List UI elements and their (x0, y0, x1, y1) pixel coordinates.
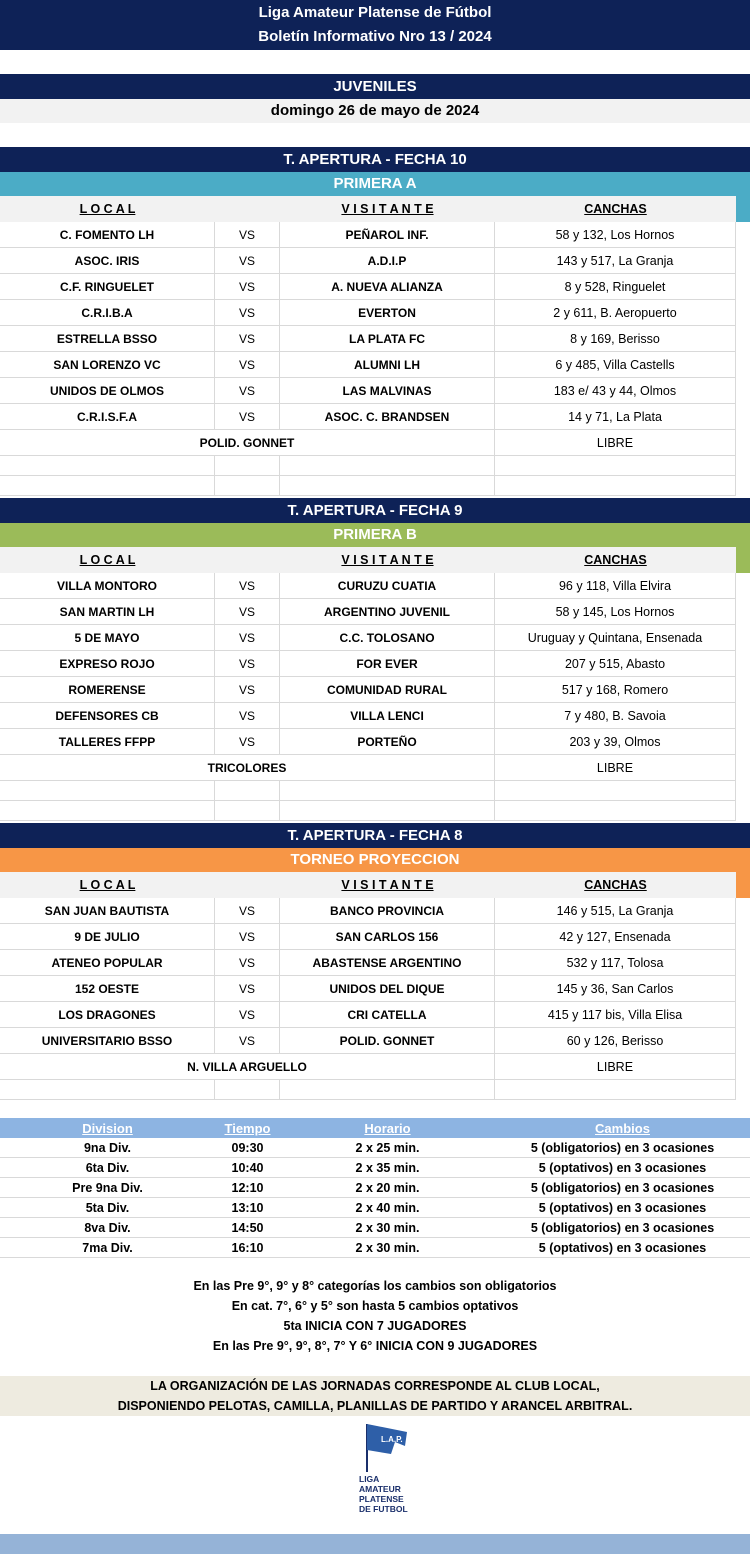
footer-bar (0, 1534, 750, 1554)
rules-notes (0, 1258, 750, 1356)
schedule-duration: 2 x 40 min. (355, 1200, 420, 1215)
local-team: 5 DE MAYO (0, 625, 215, 650)
note-line: En las Pre 9°, 9°, 8°, 7° Y 6° INICIA CON 9 JUGADORES (212, 1339, 538, 1353)
visiting-team: A. NUEVA ALIANZA (280, 274, 495, 299)
visiting-team: BANCO PROVINCIA (280, 898, 495, 923)
match-date: domingo 26 de mayo de 2024 (0, 99, 750, 123)
visiting-team: SAN CARLOS 156 (280, 924, 495, 949)
note-line: En las Pre 9°, 9° y 8° categorías los cambios son obligatorios (193, 1279, 557, 1293)
field-location: 183 e/ 43 y 44, Olmos (495, 378, 736, 403)
visiting-team: ASOC. C. BRANDSEN (280, 404, 495, 429)
visiting-team: PEÑAROL INF. (280, 222, 495, 247)
field-location: Uruguay y Quintana, Ensenada (495, 625, 736, 650)
col-canchas: CANCHAS (584, 202, 647, 216)
empty-row (0, 476, 736, 496)
visiting-team: PORTEÑO (280, 729, 495, 754)
vs-label: VS (215, 274, 280, 299)
field-location: 146 y 515, La Granja (495, 898, 736, 923)
field-location: 8 y 169, Berisso (495, 326, 736, 351)
vs-label: VS (215, 651, 280, 676)
local-team: C. FOMENTO LH (0, 222, 215, 247)
match-row (0, 274, 736, 300)
division-title: PRIMERA B (0, 523, 750, 547)
local-team: C.F. RINGUELET (0, 274, 215, 299)
logo-line: LIGA (359, 1474, 380, 1484)
schedule-row (0, 1198, 750, 1218)
schedule-time: 12:10 (231, 1180, 264, 1195)
match-row (0, 1002, 736, 1028)
local-team: 152 OESTE (0, 976, 215, 1001)
vs-label: VS (215, 976, 280, 1001)
logo-flag-text: L.A.P. (381, 1435, 403, 1444)
col-local: L O C A L (79, 553, 136, 567)
local-team: VILLA MONTORO (0, 573, 215, 598)
vs-label: VS (215, 924, 280, 949)
visiting-team: LAS MALVINAS (280, 378, 495, 403)
fixture-section (0, 498, 750, 823)
local-team: SAN MARTIN LH (0, 599, 215, 624)
schedule-substitutions: 5 (obligatorios) en 3 ocasiones (530, 1140, 715, 1155)
league-name: Liga Amateur Platense de Fútbol (258, 4, 492, 21)
bye-label: LIBRE (495, 755, 736, 780)
bulletin-number: Boletín Informativo Nro 13 / 2024 (258, 28, 492, 45)
category-title: JUVENILES (0, 74, 750, 99)
match-row (0, 300, 736, 326)
schedule-header (0, 1118, 750, 1138)
bye-label: LIBRE (495, 430, 736, 455)
col-visitante: V I S I T A N T E (341, 878, 434, 892)
local-team: C.R.I.S.F.A (0, 404, 215, 429)
bye-team: N. VILLA ARGUELLO (0, 1054, 495, 1079)
vs-label: VS (215, 599, 280, 624)
match-row (0, 651, 736, 677)
schedule-time: 09:30 (231, 1140, 264, 1155)
vs-label: VS (215, 729, 280, 754)
division-tab (736, 872, 750, 898)
schedule-time: 16:10 (231, 1240, 264, 1255)
vs-label: VS (215, 378, 280, 403)
schedule-substitutions: 5 (optativos) en 3 ocasiones (538, 1200, 707, 1215)
vs-label: VS (215, 326, 280, 351)
organization-notice (0, 1376, 750, 1416)
fecha-title: T. APERTURA - FECHA 8 (0, 823, 750, 848)
note-line: En cat. 7°, 6° y 5° son hasta 5 cambios optativos (231, 1299, 519, 1313)
local-team: ATENEO POPULAR (0, 950, 215, 975)
col-visitante: V I S I T A N T E (341, 202, 434, 216)
local-team: TALLERES FFPP (0, 729, 215, 754)
schedule-division: 6ta Div. (85, 1160, 130, 1175)
local-team: UNIVERSITARIO BSSO (0, 1028, 215, 1053)
schedule-duration: 2 x 20 min. (355, 1180, 420, 1195)
schedule-header-cambios: Cambios (595, 1120, 650, 1136)
schedule-row (0, 1238, 750, 1258)
field-location: 517 y 168, Romero (495, 677, 736, 702)
empty-row (0, 781, 736, 801)
visiting-team: FOR EVER (280, 651, 495, 676)
field-location: 42 y 127, Ensenada (495, 924, 736, 949)
visiting-team: ALUMNI LH (280, 352, 495, 377)
local-team: SAN JUAN BAUTISTA (0, 898, 215, 923)
schedule-substitutions: 5 (obligatorios) en 3 ocasiones (530, 1220, 715, 1235)
match-row (0, 924, 736, 950)
column-header (0, 196, 736, 222)
match-row (0, 976, 736, 1002)
field-location: 7 y 480, B. Savoia (495, 703, 736, 728)
local-team: LOS DRAGONES (0, 1002, 215, 1027)
local-team: 9 DE JULIO (0, 924, 215, 949)
schedule-time: 14:50 (231, 1220, 264, 1235)
schedule-duration: 2 x 30 min. (355, 1240, 420, 1255)
visiting-team: CRI CATELLA (280, 1002, 495, 1027)
division-title: PRIMERA A (0, 172, 750, 196)
field-location: 14 y 71, La Plata (495, 404, 736, 429)
vs-label: VS (215, 222, 280, 247)
visiting-team: UNIDOS DEL DIQUE (280, 976, 495, 1001)
schedule-division: 7ma Div. (82, 1240, 133, 1255)
schedule-substitutions: 5 (optativos) en 3 ocasiones (538, 1240, 707, 1255)
schedule-duration: 2 x 35 min. (355, 1160, 420, 1175)
visiting-team: COMUNIDAD RURAL (280, 677, 495, 702)
match-row (0, 326, 736, 352)
match-row (0, 222, 736, 248)
match-row (0, 677, 736, 703)
col-local: L O C A L (79, 878, 136, 892)
schedule-division: Pre 9na Div. (72, 1180, 143, 1195)
spacer (0, 123, 750, 147)
vs-label: VS (215, 625, 280, 650)
bye-row (0, 1054, 736, 1080)
schedule-time: 13:10 (231, 1200, 264, 1215)
match-row (0, 599, 736, 625)
field-location: 532 y 117, Tolosa (495, 950, 736, 975)
schedule-time: 10:40 (231, 1160, 264, 1175)
field-location: 2 y 611, B. Aeropuerto (495, 300, 736, 325)
local-team: ESTRELLA BSSO (0, 326, 215, 351)
vs-label: VS (215, 1002, 280, 1027)
column-header (0, 547, 736, 573)
vs-label: VS (215, 300, 280, 325)
logo-line: AMATEUR (359, 1484, 401, 1494)
field-location: 207 y 515, Abasto (495, 651, 736, 676)
schedule-header-horario: Horario (364, 1120, 411, 1136)
schedule-row (0, 1218, 750, 1238)
match-row (0, 404, 736, 430)
schedule-division: 5ta Div. (85, 1200, 130, 1215)
local-team: ASOC. IRIS (0, 248, 215, 273)
field-location: 6 y 485, Villa Castells (495, 352, 736, 377)
schedule-division: 9na Div. (83, 1140, 131, 1155)
schedule-header-division: Division (82, 1120, 133, 1136)
match-row (0, 1028, 736, 1054)
visiting-team: LA PLATA FC (280, 326, 495, 351)
fecha-title: T. APERTURA - FECHA 9 (0, 498, 750, 523)
field-location: 58 y 145, Los Hornos (495, 599, 736, 624)
col-local: L O C A L (79, 202, 136, 216)
empty-row (0, 456, 736, 476)
match-row (0, 573, 736, 599)
logo-wordmark (359, 1474, 408, 1514)
vs-label: VS (215, 573, 280, 598)
match-row (0, 248, 736, 274)
schedule-header-tiempo: Tiempo (224, 1120, 271, 1136)
field-location: 8 y 528, Ringuelet (495, 274, 736, 299)
fecha-title: T. APERTURA - FECHA 10 (0, 147, 750, 172)
visiting-team: A.D.I.P (280, 248, 495, 273)
field-location: 143 y 517, La Granja (495, 248, 736, 273)
division-tab (736, 547, 750, 573)
visiting-team: VILLA LENCI (280, 703, 495, 728)
schedule-duration: 2 x 30 min. (355, 1220, 420, 1235)
bye-row (0, 430, 736, 456)
bye-team: TRICOLORES (0, 755, 495, 780)
local-team: DEFENSORES CB (0, 703, 215, 728)
empty-row (0, 801, 736, 821)
local-team: UNIDOS DE OLMOS (0, 378, 215, 403)
column-header (0, 872, 736, 898)
note-line: 5ta INICIA CON 7 JUGADORES (283, 1319, 467, 1333)
field-location: 415 y 117 bis, Villa Elisa (495, 1002, 736, 1027)
field-location: 58 y 132, Los Hornos (495, 222, 736, 247)
schedule-division: 8va Div. (84, 1220, 131, 1235)
schedule-duration: 2 x 25 min. (355, 1140, 420, 1155)
visiting-team: EVERTON (280, 300, 495, 325)
local-team: SAN LORENZO VC (0, 352, 215, 377)
organization-line: LA ORGANIZACIÓN DE LAS JORNADAS CORRESPONDE AL CLUB LOCAL, (150, 1379, 600, 1393)
empty-row (0, 1080, 736, 1100)
division-tab (736, 196, 750, 222)
organization-line: DISPONIENDO PELOTAS, CAMILLA, PLANILLAS DE PARTIDO Y ARANCEL ARBITRAL. (117, 1399, 633, 1413)
bulletin-header (0, 0, 750, 50)
match-row (0, 950, 736, 976)
bye-row (0, 755, 736, 781)
division-title: TORNEO PROYECCION (0, 848, 750, 872)
match-row (0, 703, 736, 729)
schedule-table (0, 1118, 750, 1258)
logo-line: DE FUTBOL (359, 1504, 408, 1514)
match-row (0, 729, 736, 755)
visiting-team: CURUZU CUATIA (280, 573, 495, 598)
fixtures-container (0, 147, 750, 1100)
visiting-team: ABASTENSE ARGENTINO (280, 950, 495, 975)
local-team: ROMERENSE (0, 677, 215, 702)
match-row (0, 625, 736, 651)
spacer (0, 50, 750, 74)
logo-line: PLATENSE (359, 1494, 404, 1504)
match-row (0, 898, 736, 924)
match-row (0, 378, 736, 404)
bye-label: LIBRE (495, 1054, 736, 1079)
vs-label: VS (215, 898, 280, 923)
visiting-team: ARGENTINO JUVENIL (280, 599, 495, 624)
schedule-row (0, 1178, 750, 1198)
vs-label: VS (215, 352, 280, 377)
vs-label: VS (215, 1028, 280, 1053)
col-canchas: CANCHAS (584, 878, 647, 892)
field-location: 145 y 36, San Carlos (495, 976, 736, 1001)
local-team: EXPRESO ROJO (0, 651, 215, 676)
vs-label: VS (215, 950, 280, 975)
visiting-team: C.C. TOLOSANO (280, 625, 495, 650)
local-team: C.R.I.B.A (0, 300, 215, 325)
vs-label: VS (215, 677, 280, 702)
vs-label: VS (215, 703, 280, 728)
col-visitante: V I S I T A N T E (341, 553, 434, 567)
schedule-substitutions: 5 (optativos) en 3 ocasiones (538, 1160, 707, 1175)
field-location: 203 y 39, Olmos (495, 729, 736, 754)
visiting-team: POLID. GONNET (280, 1028, 495, 1053)
fixture-section (0, 147, 750, 498)
bye-team: POLID. GONNET (0, 430, 495, 455)
vs-label: VS (215, 248, 280, 273)
field-location: 96 y 118, Villa Elvira (495, 573, 736, 598)
schedule-substitutions: 5 (obligatorios) en 3 ocasiones (530, 1180, 715, 1195)
field-location: 60 y 126, Berisso (495, 1028, 736, 1053)
schedule-row (0, 1138, 750, 1158)
vs-label: VS (215, 404, 280, 429)
col-canchas: CANCHAS (584, 553, 647, 567)
fixture-section (0, 823, 750, 1100)
schedule-row (0, 1158, 750, 1178)
match-row (0, 352, 736, 378)
